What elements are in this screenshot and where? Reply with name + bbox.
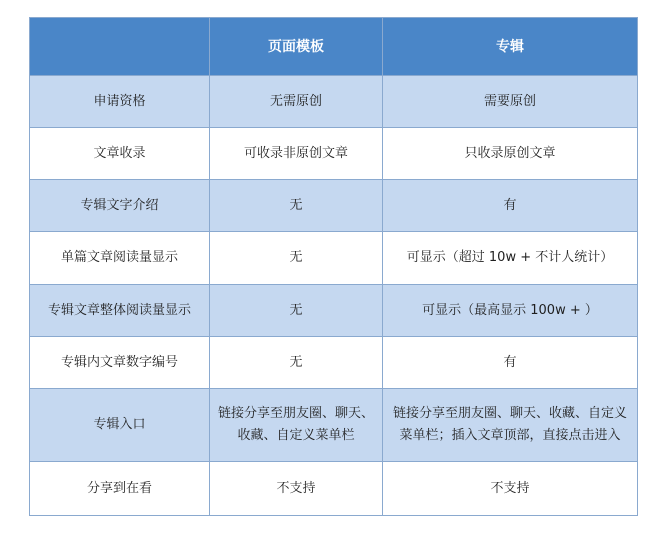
template-cell: 无 [210, 285, 383, 337]
album-cell: 有 [383, 337, 638, 389]
header-page-template: 页面模板 [210, 18, 383, 76]
album-cell: 只收录原创文章 [383, 128, 638, 180]
template-cell: 链接分享至朋友圈、聊天、收藏、自定义菜单栏 [210, 389, 383, 462]
table-row [30, 128, 638, 180]
table-row [30, 285, 638, 337]
template-cell: 无 [210, 180, 383, 232]
album-cell: 可显示（超过 10w + 不计人统计） [383, 232, 638, 285]
table-row [30, 389, 638, 462]
template-cell: 不支持 [210, 462, 383, 516]
table-row [30, 76, 638, 128]
row-label: 专辑文章整体阅读量显示 [30, 285, 210, 337]
row-label: 专辑文字介绍 [30, 180, 210, 232]
row-label: 专辑内文章数字编号 [30, 337, 210, 389]
album-cell: 不支持 [383, 462, 638, 516]
header-album: 专辑 [383, 18, 638, 76]
comparison-table-container [29, 17, 637, 516]
table-row [30, 337, 638, 389]
table-row [30, 462, 638, 516]
template-cell: 无 [210, 337, 383, 389]
header-empty-cell [30, 18, 210, 76]
table-row [30, 180, 638, 232]
row-label: 单篇文章阅读量显示 [30, 232, 210, 285]
album-cell: 可显示（最高显示 100w + ） [383, 285, 638, 337]
row-label: 申请资格 [30, 76, 210, 128]
table-header-row [30, 18, 638, 76]
album-cell: 有 [383, 180, 638, 232]
row-label: 专辑入口 [30, 389, 210, 462]
album-cell: 链接分享至朋友圈、聊天、收藏、自定义菜单栏；插入文章顶部，直接点击进入 [383, 389, 638, 462]
table-row [30, 232, 638, 285]
album-cell: 需要原创 [383, 76, 638, 128]
row-label: 分享到在看 [30, 462, 210, 516]
comparison-table [29, 17, 638, 516]
row-label: 文章收录 [30, 128, 210, 180]
template-cell: 无需原创 [210, 76, 383, 128]
template-cell: 可收录非原创文章 [210, 128, 383, 180]
template-cell: 无 [210, 232, 383, 285]
